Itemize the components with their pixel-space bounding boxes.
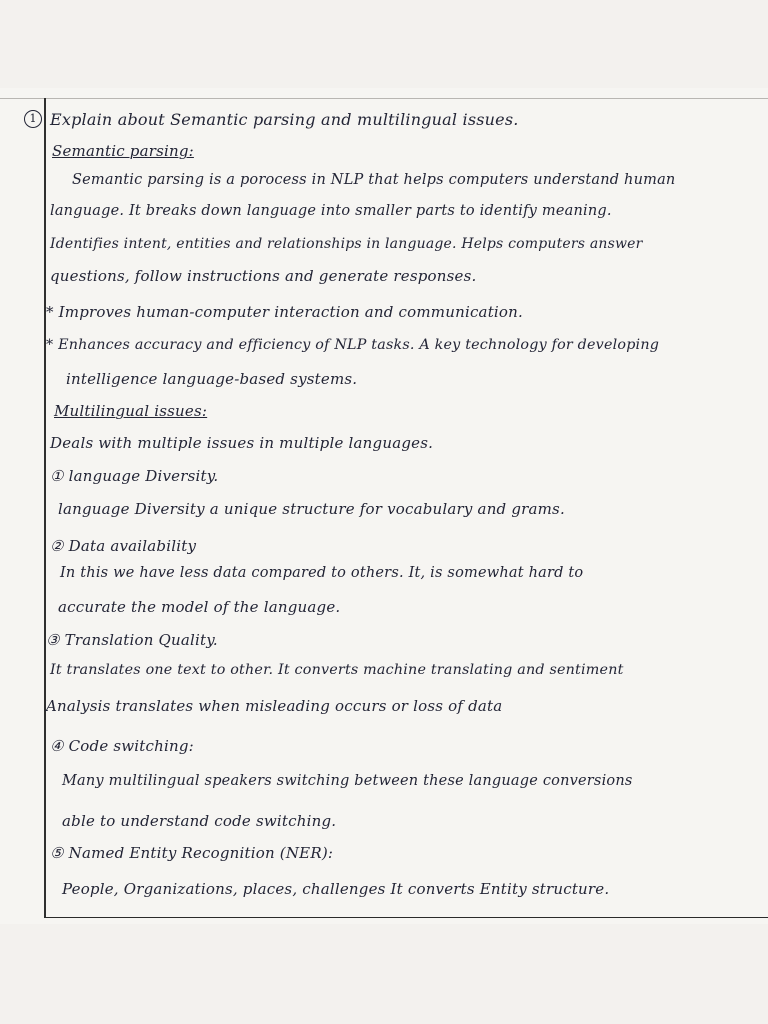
note-line: Semantic parsing is a porocess in NLP that helps computers understand human xyxy=(72,172,676,188)
note-line: Identifies intent, entities and relationships in language. Helps computers answer xyxy=(50,236,643,252)
note-line: questions, follow instructions and generate responses. xyxy=(50,267,477,285)
question-heading: Explain about Semantic parsing and multilingual issues. xyxy=(50,110,519,129)
bullet-line: * Improves human-computer interaction and communication. xyxy=(46,303,523,321)
subheading-language-diversity: ① language Diversity. xyxy=(50,467,219,485)
note-line: intelligence language-based systems. xyxy=(66,370,358,388)
page-bottom-rule xyxy=(44,917,768,918)
subheading-data-availability: ② Data availability xyxy=(50,537,197,555)
page-top-rule xyxy=(0,98,768,99)
subheading-code-switching: ④ Code switching: xyxy=(50,737,194,755)
bullet-line: * Enhances accuracy and efficiency of NLP tasks. A key technology for developing xyxy=(46,337,660,353)
note-line: Many multilingual speakers switching between these language conversions xyxy=(62,773,633,789)
note-line: People, Organizations, places, challenges It converts Entity structure. xyxy=(62,880,610,898)
section-heading-multilingual-issues: Multilingual issues: xyxy=(54,402,208,420)
note-line: Deals with multiple issues in multiple languages. xyxy=(50,434,434,452)
subheading-translation-quality: ③ Translation Quality. xyxy=(46,631,218,649)
note-line: In this we have less data compared to others. It, is somewhat hard to xyxy=(60,565,584,581)
note-line: language. It breaks down language into smaller parts to identify meaning. xyxy=(50,203,612,219)
margin-rule xyxy=(44,98,46,918)
note-line: accurate the model of the language. xyxy=(58,598,341,616)
section-heading-semantic-parsing: Semantic parsing: xyxy=(52,142,194,160)
note-line: able to understand code switching. xyxy=(62,812,337,830)
note-line: It translates one text to other. It converts machine translating and sentiment xyxy=(50,662,624,678)
note-line: language Diversity a unique structure for vocabulary and grams. xyxy=(58,500,565,518)
question-number-badge: 1 xyxy=(24,110,42,128)
subheading-named-entity-recognition: ⑤ Named Entity Recognition (NER): xyxy=(50,844,334,862)
note-line: Analysis translates when misleading occurs or loss of data xyxy=(46,697,503,715)
